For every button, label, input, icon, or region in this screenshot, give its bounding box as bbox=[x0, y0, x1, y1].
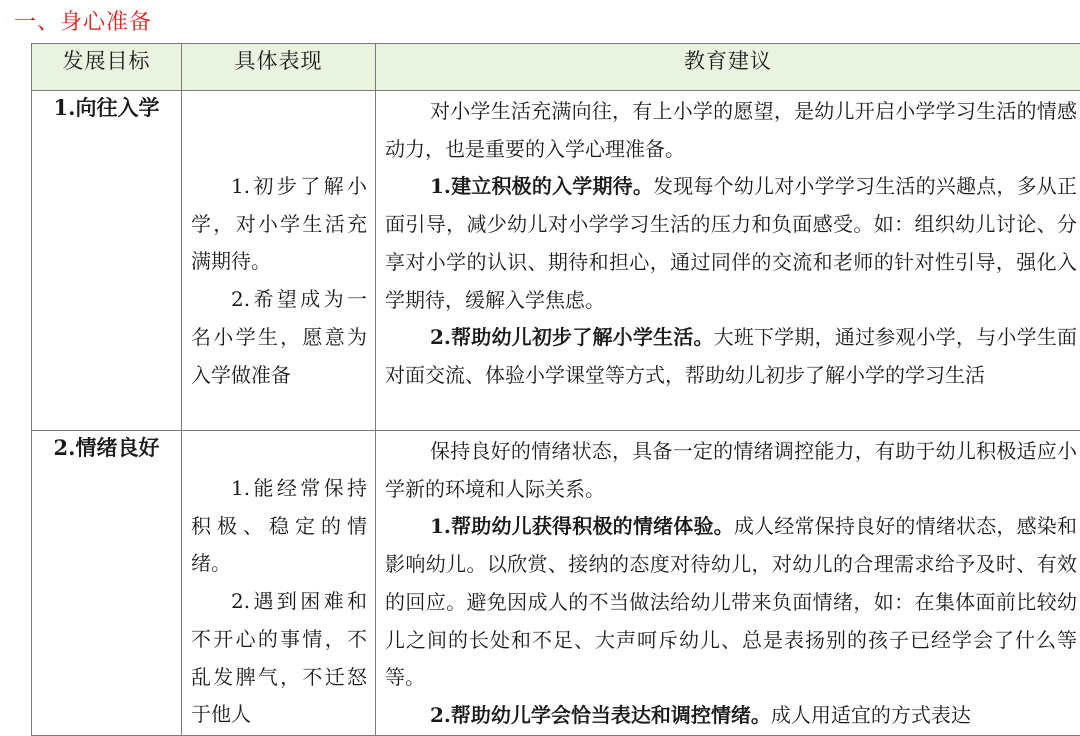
behavior-cell bbox=[182, 91, 376, 431]
behavior-spacer bbox=[191, 93, 367, 168]
advice-text: 成人经常保持良好的情绪状态，感染和影响幼儿。以欣赏、接纳的态度对待幼儿，对幼儿的合理需求给予及时、有效的回应。避免因成人的不当做法给幼儿带来负面情绪，如：在集体面前比较幼儿之间的长处和不足、大声呵斥幼儿、总是表扬别的孩子已经学会了什么等等。 bbox=[385, 514, 1077, 689]
section-title: 一、身心准备 bbox=[14, 4, 152, 42]
header-advice: 教育建议 bbox=[376, 44, 1080, 91]
advice-item bbox=[385, 508, 1077, 697]
behavior-item: 2.希望成为一名小学生，愿意为入学做准备 bbox=[191, 281, 367, 394]
goal-cell bbox=[32, 431, 182, 736]
goal-cell bbox=[32, 91, 182, 431]
goal-number: 2. bbox=[54, 435, 76, 460]
goal-text: 向往入学 bbox=[75, 95, 159, 120]
goal-text: 情绪良好 bbox=[75, 435, 159, 460]
advice-heading: 1.建立积极的入学期待。 bbox=[430, 174, 653, 198]
behavior-spacer bbox=[191, 433, 367, 470]
goal-number: 1. bbox=[54, 95, 76, 120]
behavior-cell bbox=[182, 431, 376, 736]
advice-heading: 2.帮助幼儿初步了解小学生活。 bbox=[430, 325, 714, 349]
table-row bbox=[32, 431, 1080, 736]
behavior-item: 1.能经常保持积极、稳定的情绪。 bbox=[191, 470, 367, 583]
advice-text: 成人用适宜的方式表达 bbox=[771, 703, 971, 727]
advice-item bbox=[385, 319, 1077, 394]
advice-cell bbox=[376, 91, 1080, 431]
advice-text: 大班下学期，通过参观小学，与小学生面对面交流、体验小学课堂等方式，帮助幼儿初步了解小学的学习生活 bbox=[385, 325, 1077, 387]
behavior-item: 2.遇到困难和不开心的事情，不乱发脾气，不迁怒于他人 bbox=[191, 583, 367, 734]
behavior-item: 1.初步了解小学，对小学生活充满期待。 bbox=[191, 168, 367, 281]
advice-intro: 保持良好的情绪状态，具备一定的情绪调控能力，有助于幼儿积极适应小学新的环境和人际关系。 bbox=[385, 433, 1077, 508]
advice-heading: 1.帮助幼儿获得积极的情绪体验。 bbox=[430, 514, 734, 538]
header-behavior: 具体表现 bbox=[182, 44, 376, 91]
advice-intro: 对小学生活充满向往，有上小学的愿望，是幼儿开启小学学习生活的情感动力，也是重要的入学心理准备。 bbox=[385, 93, 1077, 168]
header-row bbox=[32, 44, 1080, 91]
advice-heading: 2.帮助幼儿学会恰当表达和调控情绪。 bbox=[430, 703, 771, 727]
readiness-table bbox=[31, 43, 1080, 736]
table-row bbox=[32, 91, 1080, 431]
advice-cell bbox=[376, 431, 1080, 736]
advice-item bbox=[385, 697, 1077, 735]
advice-item bbox=[385, 168, 1077, 319]
header-goal: 发展目标 bbox=[32, 44, 182, 91]
advice-text: 发现每个幼儿对小学学习生活的兴趣点，多从正面引导，减少幼儿对小学学习生活的压力和负面感受。如：组织幼儿讨论、分享对小学的认识、期待和担心，通过同伴的交流和老师的针对性引导，强化入学期待，缓解入学焦虑。 bbox=[385, 174, 1077, 311]
